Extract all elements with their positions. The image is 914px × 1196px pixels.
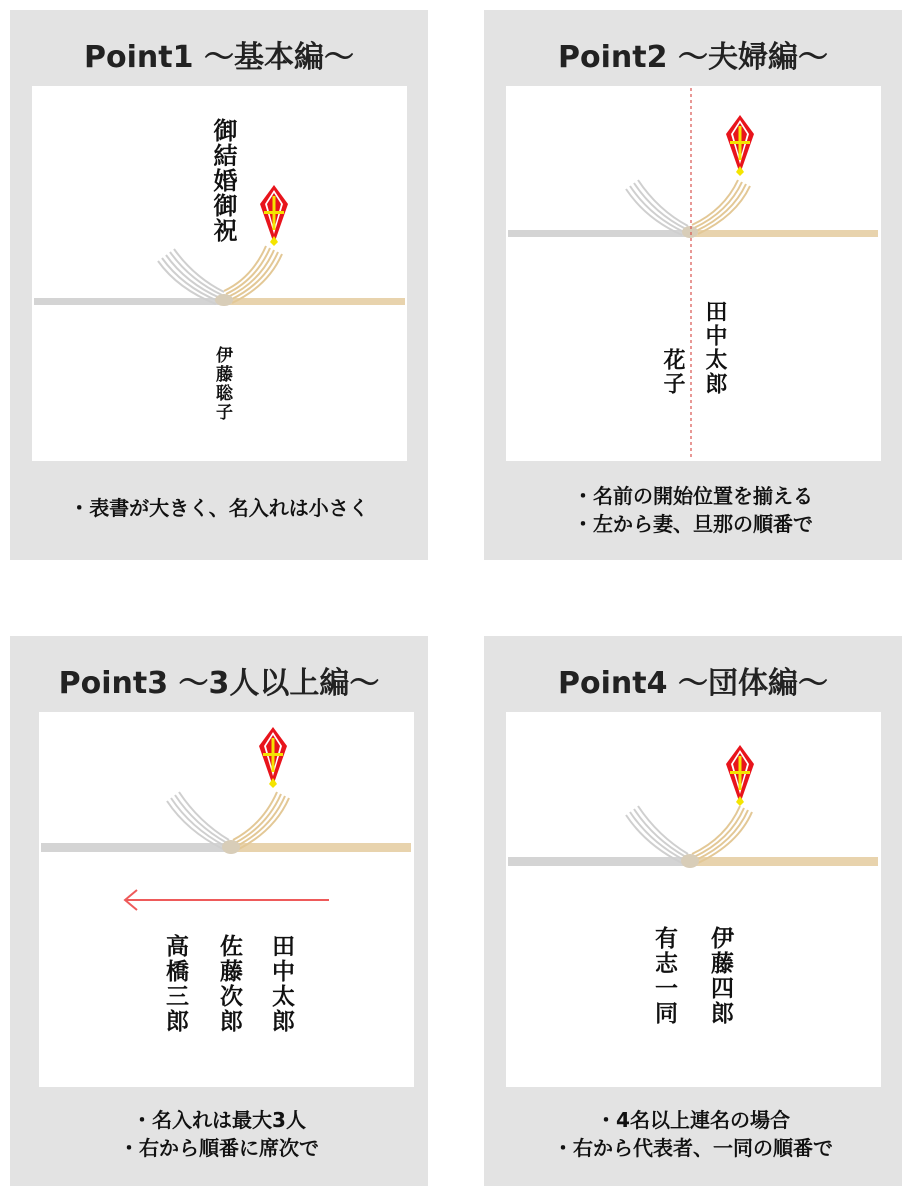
point3-title: Point3 ～3人以上編～ bbox=[58, 666, 380, 701]
point4-bullets bbox=[484, 1106, 902, 1162]
point2-noshi-card bbox=[506, 86, 881, 461]
point2-name-wife: 花子 bbox=[660, 348, 686, 396]
bullet-item: ・表書が大きく、名入れは小さく bbox=[69, 496, 369, 520]
bullet-mark: ・ bbox=[132, 1108, 153, 1132]
point2-title: Point2 ～夫婦編～ bbox=[558, 40, 828, 75]
point2-panel bbox=[484, 10, 902, 560]
bullet-item: ・左から妻、旦那の順番で bbox=[573, 512, 813, 536]
bullet-mark: ・ bbox=[573, 512, 593, 536]
point3-noshi-card bbox=[39, 712, 414, 1087]
point4-title: Point4 ～団体編～ bbox=[558, 666, 828, 701]
bullet-mark: ・ bbox=[553, 1136, 573, 1160]
point3-name-2: 佐藤次郎 bbox=[216, 934, 243, 1034]
mizuhiki-illustration bbox=[506, 86, 881, 461]
point4-name-representative: 伊藤四郎 bbox=[707, 926, 734, 1026]
point2-name-husband: 田中太郎 bbox=[702, 300, 728, 396]
left-arrow bbox=[125, 890, 329, 910]
bullet-mark: ・ bbox=[596, 1108, 617, 1132]
bullet-item: ・名入れは最大3人 bbox=[132, 1108, 306, 1132]
point3-name-1: 田中太郎 bbox=[268, 934, 295, 1034]
bullet-item: ・右から順番に席次で bbox=[119, 1136, 319, 1160]
bullet-mark: ・ bbox=[69, 496, 90, 520]
point1-noshi-card bbox=[32, 86, 407, 461]
point1-name: 伊藤聡子 bbox=[212, 346, 232, 422]
bullet-mark: ・ bbox=[119, 1136, 139, 1160]
point3-panel bbox=[10, 636, 428, 1186]
point4-name-group: 有志一同 bbox=[651, 926, 678, 1026]
point1-panel bbox=[10, 10, 428, 560]
bullet-item: ・4名以上連名の場合 bbox=[596, 1108, 790, 1132]
point3-bullets bbox=[10, 1106, 428, 1162]
point4-panel bbox=[484, 636, 902, 1186]
bullet-item: ・右から代表者、一同の順番で bbox=[553, 1136, 833, 1160]
point3-name-3: 高橋三郎 bbox=[162, 934, 189, 1034]
bullet-item: ・名前の開始位置を揃える bbox=[573, 484, 813, 508]
bullet-mark: ・ bbox=[573, 484, 593, 508]
mizuhiki-illustration bbox=[506, 712, 881, 1087]
point2-bullets bbox=[484, 482, 902, 538]
point1-title: Point1 ～基本編～ bbox=[84, 40, 354, 75]
point4-noshi-card bbox=[506, 712, 881, 1087]
point1-omote: 御結婚御祝 bbox=[209, 118, 238, 243]
point1-bullets bbox=[10, 494, 428, 522]
